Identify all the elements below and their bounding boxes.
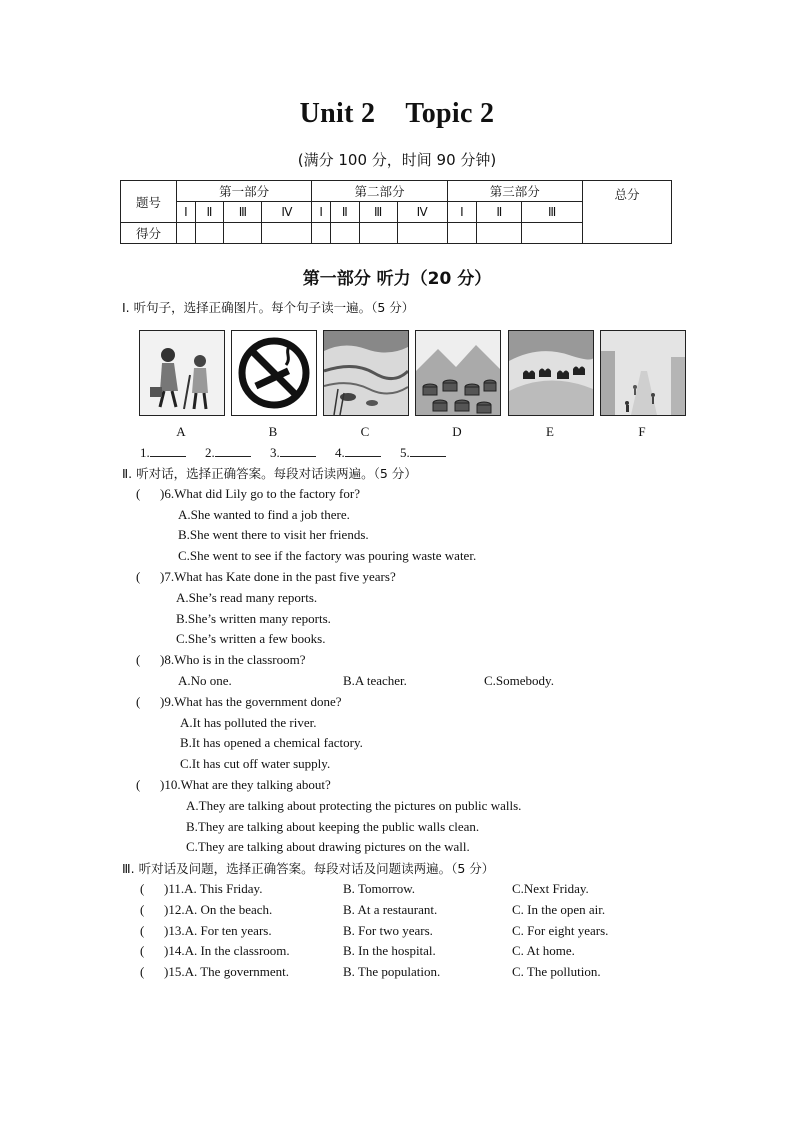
question-15: ( )15.A. The government. bbox=[140, 964, 290, 979]
score-cell[interactable] bbox=[397, 223, 447, 244]
picture-label: B bbox=[268, 424, 278, 439]
picture-label: F bbox=[638, 424, 646, 439]
score-cell[interactable] bbox=[262, 223, 312, 244]
foggy-street-icon bbox=[601, 331, 685, 415]
p2-col: Ⅳ bbox=[397, 202, 447, 223]
score-table bbox=[120, 180, 672, 244]
option[interactable]: B. Tomorrow. bbox=[343, 881, 416, 896]
label-tihao: 题号 bbox=[121, 181, 177, 223]
option[interactable]: B. At a restaurant. bbox=[343, 902, 438, 917]
page-title bbox=[0, 98, 794, 130]
unit-title: Unit 2 bbox=[299, 98, 376, 129]
option[interactable]: A.No one. bbox=[178, 673, 232, 688]
blank-label: 1. bbox=[140, 445, 150, 460]
total-header: 总分 bbox=[583, 181, 672, 244]
option[interactable]: B. In the hospital. bbox=[343, 943, 436, 958]
option[interactable]: A.She’s read many reports. bbox=[176, 590, 318, 605]
p2-col: Ⅲ bbox=[359, 202, 397, 223]
picture-label: A bbox=[176, 424, 186, 439]
answer-blanks bbox=[140, 444, 462, 461]
option[interactable]: C.Somebody. bbox=[484, 673, 554, 688]
picture-c bbox=[323, 330, 409, 416]
p1-col: Ⅳ bbox=[262, 202, 312, 223]
picture-e bbox=[508, 330, 594, 416]
picture-f bbox=[600, 330, 686, 416]
option[interactable]: C. At home. bbox=[512, 943, 575, 958]
question-11: ( )11.A. This Friday. bbox=[140, 881, 263, 896]
picture-a bbox=[139, 330, 225, 416]
option[interactable]: C. For eight years. bbox=[512, 923, 609, 938]
score-cell[interactable] bbox=[312, 223, 331, 244]
answer-blank[interactable] bbox=[215, 444, 251, 457]
option[interactable]: B.She went there to visit her friends. bbox=[178, 527, 369, 542]
p3-col: Ⅲ bbox=[522, 202, 583, 223]
topic-title: Topic 2 bbox=[405, 98, 495, 129]
score-cell[interactable] bbox=[522, 223, 583, 244]
tree-stumps-icon bbox=[416, 331, 500, 415]
section2-heading: Ⅱ. 听对话，选择正确答案。每段对话读两遍。（5 分） bbox=[122, 466, 417, 481]
score-cell[interactable] bbox=[331, 223, 359, 244]
part3-header: 第三部分 bbox=[447, 181, 582, 202]
option[interactable]: C. The pollution. bbox=[512, 964, 601, 979]
desert-camels-icon bbox=[509, 331, 593, 415]
option[interactable]: B.A teacher. bbox=[343, 673, 407, 688]
blank-label: 2. bbox=[205, 445, 215, 460]
option[interactable]: B.She’s written many reports. bbox=[176, 611, 331, 626]
question-10: ( )10.What are they talking about? bbox=[136, 777, 331, 792]
question-14: ( )14.A. In the classroom. bbox=[140, 943, 290, 958]
p3-col: Ⅰ bbox=[447, 202, 477, 223]
option[interactable]: C.They are talking about drawing pictures on the wall. bbox=[186, 839, 470, 854]
option[interactable]: C.She went to see if the factory was pouring waste water. bbox=[178, 548, 477, 563]
part1-header: 第一部分 bbox=[177, 181, 312, 202]
p3-col: Ⅱ bbox=[477, 202, 522, 223]
cleaning-people-icon bbox=[140, 331, 224, 415]
score-cell[interactable] bbox=[195, 223, 223, 244]
p2-col: Ⅰ bbox=[312, 202, 331, 223]
picture-b bbox=[231, 330, 317, 416]
picture-d bbox=[415, 330, 501, 416]
p1-col: Ⅰ bbox=[177, 202, 196, 223]
score-cell[interactable] bbox=[177, 223, 196, 244]
option[interactable]: C.She’s written a few books. bbox=[176, 631, 326, 646]
part2-header: 第二部分 bbox=[312, 181, 447, 202]
p1-col: Ⅱ bbox=[195, 202, 223, 223]
option[interactable]: C.It has cut off water supply. bbox=[180, 756, 331, 771]
picture-label: D bbox=[452, 424, 462, 439]
question-6: ( )6.What did Lily go to the factory for? bbox=[136, 486, 360, 501]
option[interactable]: A.It has polluted the river. bbox=[180, 715, 317, 730]
section3-heading: Ⅲ. 听对话及问题，选择正确答案。每段对话及问题读两遍。（5 分） bbox=[122, 861, 495, 876]
question-13: ( )13.A. For ten years. bbox=[140, 923, 272, 938]
option[interactable]: C. In the open air. bbox=[512, 902, 606, 917]
option[interactable]: B.It has opened a chemical factory. bbox=[180, 735, 363, 750]
p1-col: Ⅲ bbox=[224, 202, 262, 223]
part1-title: 第一部分 听力（20 分） bbox=[302, 269, 492, 289]
option[interactable]: C.Next Friday. bbox=[512, 881, 589, 896]
question-7: ( )7.What has Kate done in the past five years? bbox=[136, 569, 396, 584]
score-cell[interactable] bbox=[359, 223, 397, 244]
answer-blank[interactable] bbox=[280, 444, 316, 457]
blank-label: 3. bbox=[270, 445, 280, 460]
option[interactable]: B. The population. bbox=[343, 964, 441, 979]
score-cell[interactable] bbox=[477, 223, 522, 244]
option[interactable]: B. For two years. bbox=[343, 923, 433, 938]
question-12: ( )12.A. On the beach. bbox=[140, 902, 273, 917]
score-cell[interactable] bbox=[224, 223, 262, 244]
question-9: ( )9.What has the government done? bbox=[136, 694, 342, 709]
option[interactable]: B.They are talking about keeping the public walls clean. bbox=[186, 819, 480, 834]
answer-blank[interactable] bbox=[150, 444, 186, 457]
picture-label: C bbox=[360, 424, 370, 439]
page-subtitle: (满分 100 分，时间 90 分钟) bbox=[297, 151, 497, 169]
blank-label: 5. bbox=[400, 445, 410, 460]
blank-label: 4. bbox=[335, 445, 345, 460]
p2-col: Ⅱ bbox=[331, 202, 359, 223]
no-smoking-icon bbox=[232, 331, 316, 415]
polluted-river-icon bbox=[324, 331, 408, 415]
answer-blank[interactable] bbox=[410, 444, 446, 457]
section1-heading: Ⅰ. 听句子，选择正确图片。每个句子读一遍。（5 分） bbox=[122, 300, 415, 315]
score-cell[interactable] bbox=[447, 223, 477, 244]
answer-blank[interactable] bbox=[345, 444, 381, 457]
option[interactable]: A.They are talking about protecting the pictures on public walls. bbox=[186, 798, 522, 813]
label-defen: 得分 bbox=[121, 223, 177, 244]
picture-label: E bbox=[546, 424, 554, 439]
option[interactable]: A.She wanted to find a job there. bbox=[178, 507, 350, 522]
question-8: ( )8.Who is in the classroom? bbox=[136, 652, 306, 667]
